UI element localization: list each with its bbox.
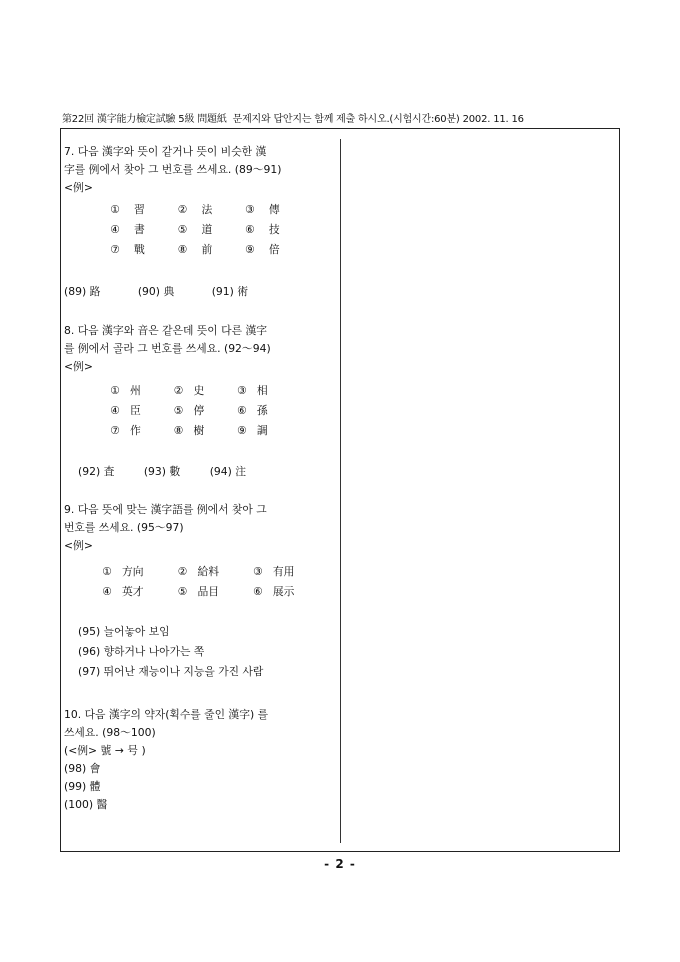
item-95: (95) 늘어놓아 보임	[78, 625, 170, 638]
question-8-line1: 8. 다음 漢字와 音은 같은데 뜻이 다른 漢字	[64, 324, 268, 337]
option-number: ⑦	[110, 243, 120, 256]
item-97: (97) 뛰어난 재능이나 지능을 가진 사람	[78, 665, 264, 678]
option-number: ③	[245, 203, 255, 216]
option-number: ⑤	[173, 404, 184, 417]
option-hanja: 傳	[268, 203, 280, 216]
option-hanja: 英才	[122, 585, 144, 598]
option-number: ①	[102, 565, 112, 578]
option-number: ⑧	[177, 243, 188, 256]
question-10-line2: 쓰세요. (98～100)	[64, 726, 156, 739]
option-hanja: 書	[134, 223, 145, 236]
question-8	[64, 322, 338, 376]
question-9-line1: 9. 다음 뜻에 맞는 漢字語를 例에서 찾아 그	[64, 503, 267, 516]
option-number: ④	[110, 404, 120, 417]
option-number: ⑤	[177, 585, 188, 598]
question-9	[64, 501, 338, 555]
option-number: ⑧	[173, 424, 184, 437]
question-9-options	[98, 562, 321, 602]
option-hanja: 給料	[197, 565, 220, 578]
question-7	[64, 143, 338, 197]
option-hanja: 展示	[272, 585, 295, 598]
item-98: (98) 會	[64, 762, 101, 775]
option-hanja: 方向	[122, 565, 144, 578]
option-number: ③	[237, 384, 247, 397]
item-96: (96) 향하거나 나아가는 쪽	[78, 645, 205, 658]
page-header	[62, 110, 622, 125]
question-9-line2: 번호를 쓰세요. (95～97)	[64, 521, 184, 534]
option-hanja: 孫	[256, 404, 268, 417]
option-hanja: 樹	[193, 424, 205, 437]
item-94: (94) 注	[209, 465, 247, 478]
item-92: (92) 査	[78, 465, 115, 478]
page-number: - 2 -	[324, 857, 356, 871]
option-hanja: 品目	[197, 585, 220, 598]
question-7-items	[64, 282, 248, 302]
item-89: (89) 路	[64, 285, 101, 298]
option-hanja: 前	[201, 243, 213, 256]
option-number: ②	[177, 565, 188, 578]
option-hanja: 習	[134, 203, 145, 216]
option-number: ②	[173, 384, 184, 397]
item-91: (91) 術	[211, 285, 249, 298]
item-99: (99) 體	[64, 780, 101, 793]
option-hanja: 作	[130, 424, 141, 437]
question-7-line1: 7. 다음 漢字와 뜻이 같거나 뜻이 비슷한 漢	[64, 145, 267, 158]
option-hanja: 法	[201, 203, 213, 216]
option-number: ⑥	[253, 585, 263, 598]
option-hanja: 臣	[130, 404, 141, 417]
option-hanja: 相	[256, 384, 268, 397]
option-number: ④	[102, 585, 112, 598]
option-hanja: 倍	[268, 243, 280, 256]
option-hanja: 戰	[134, 243, 145, 256]
question-8-items	[78, 462, 246, 482]
option-number: ⑦	[110, 424, 120, 437]
option-number: ⑥	[237, 404, 247, 417]
option-number: ⑥	[245, 223, 255, 236]
header-exam-title: 第22回 漢字能力檢定試驗 5級 問題紙	[62, 114, 227, 125]
option-hanja: 史	[193, 384, 205, 397]
option-number: ①	[110, 203, 120, 216]
item-90: (90) 典	[137, 285, 175, 298]
option-hanja: 調	[256, 424, 268, 437]
column-divider	[340, 139, 341, 843]
option-hanja: 停	[193, 404, 205, 417]
header-instructions: 문제지와 답안지는 함께 제출 하시오.(시험시간:60분) 2002. 11. 16	[232, 114, 524, 125]
option-hanja: 有用	[272, 565, 295, 578]
question-9-items	[78, 622, 263, 682]
option-number: ④	[110, 223, 120, 236]
option-hanja: 州	[130, 384, 141, 397]
option-hanja: 技	[268, 223, 280, 236]
item-93: (93) 數	[143, 465, 181, 478]
question-8-example-label: <例>	[64, 360, 93, 373]
item-100: (100) 醫	[64, 798, 108, 811]
question-7-example-label: <例>	[64, 181, 93, 194]
option-number: ③	[253, 565, 263, 578]
question-10-line1: 10. 다음 漢字의 약자(획수를 줄인 漢字) 를	[64, 708, 269, 721]
option-hanja: 道	[201, 223, 213, 236]
question-7-line2: 字를 例에서 찾아 그 번호를 쓰세요. (89～91)	[64, 163, 282, 176]
question-7-options	[106, 200, 305, 260]
option-number: ⑤	[177, 223, 188, 236]
question-8-options	[106, 381, 293, 441]
option-number: ⑨	[237, 424, 247, 437]
question-9-example-label: <例>	[64, 539, 93, 552]
option-number: ①	[110, 384, 120, 397]
question-8-line2: 를 例에서 골라 그 번호를 쓰세요. (92～94)	[64, 342, 271, 355]
question-10-example: (<例> 號 → 号 )	[64, 744, 146, 757]
option-number: ⑨	[245, 243, 255, 256]
question-10	[64, 706, 338, 814]
option-number: ②	[177, 203, 188, 216]
